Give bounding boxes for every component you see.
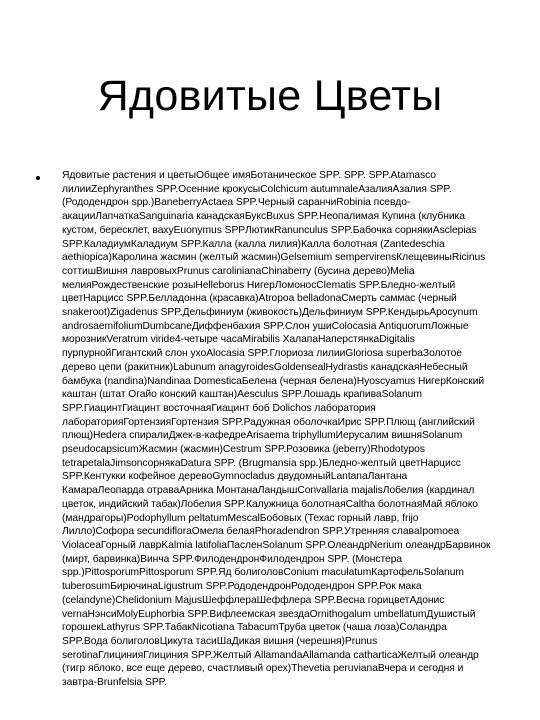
- slide-body-text: Ядовитые растения и цветыОбщее имяБотаническое SPP. SPP. SPP.Atamasco лилииZephyranthes SPP.Осенние крокусыColchicum autumnaleАзалияАзалия SPP. (Рододендрон spp.)BaneberryActaea SPP.Черный саранчиRobinia псевдо-акацииЛапчаткаSanguinaria канадскаяБуксBuxus SPP.Неопалимая Купина (клубника кустом, бересклет, вахуEuonymus SPPЛютикRanunculus SPP.Бабочка сорнякиAsclepias SPP.КаладиумКаладиум SPP.Калла (калла лилия)Калла болотная (Zantedeschia aethiopica)Каролина жасмин (желтый жасмин)Gelsemium sempervirensКлещевиныRicinus соттишВишня лавровыхPrunus carolinianaChinaberry (бусина дерево)Melia мелияРождественские розыHelleborus НигерЛомоносClematis SPP.Бледно-желтый цветНарцисс SPP.Белладонна (красавка)Atropoa belladonaСмерть саммас (черный snakeroot)Zigadenus SPP.Дельфиниум (живокость)Дельфиниум SPP.КендырьApocynum androsaemifoliumDumbcaneДиффенбахия SPP.Слон ушиColocasia AntiquorumЛожные морозникVeratrum viride4-четыре часаMirabilis ХалапаНаперстянкаDigitalis пурпурнойГигантский слон ухоAlocasia SPP.Глориоза лилииGloriosa superbaЗолотое дерево цепи (ракитник)Labunum anagyroidesGoldensealHydrastis канадскаяНебесный бамбука (nandina)Nandinaa DomesticaБелена (черная белена)Hyoscyamus НигерКонский каштан (штат Огайо конский каштан)Aesculus SPP.Лошадь крапиваSolanum SPP.ГиацинтГиацинт восточнаяГиацинт боб Dolichos лаборатория лабораторияГортензияГортензия SPP.Радужная оболочкаИрис SPP.Плющ (английский плющ)Hedera спиралиДжек-в-кафедреArisaema triphyllumИерусалим вишняSolanum pseudocapsicumЖасмин (жасмин)Cestrum SPP.Розовика (jeberry)Rhodotypos tetrapetalaJimsonсорнякаDatura SPP. (Brugmansia spp.)Бледно-желтый цветНарцисс SPP.Кентукки кофейное деревоGymnocladus двудомныйLantanaЛантана КамараЛеопардa отраваАрника МонтанаЛандышConvallaria majalisЛобелия (кардинал цветок, индийский табак)Лобелия SPP.Калужница болотнаяCaltha болотнаяМай яблоко (мандрагоры)Podophyllum peltatumMescalБобовых (Техас горный лавр, frijo Лилло)Софора secundifloraОмела белаяPhoradendron SPP.Утренняя славаIpomoea ViolaceaГорный лаврKalmia latifoliaПасленSolanum SPP.ОлеандрNerium олеандрБарвинок (мирт, барвинка)Винча SPP.ФилодендронФилодендрон SPP. (Монстера spp.)PittosporumPittosporum SPP.Яд болиголовConium maculatumКартофельSolanum tuberosumБирючинаLigustrum SPP.РододендронРододендрон SPP.Рок мака (celandyne)Chelidonium MajusШеффлераШеффлера SPP.Весна горицветАдонис vernaНэнсиMolyEuphorbia SPP.Вифлеемская звездаOrnithogalum umbellatumДушистый горошекLathyrus SPP.ТабакNicotiana TabacumТруба цветок (чаша лоза)Соландра SPP.Вода болиголовЦикута тасиШаДикая вишня (черешня)Prunus serotinaГлицинияГлициния SPP.Желтый AllamandaAllamanda catharticaЖелтый олеандр (тигр яблоко, все еще дерево, счастливый орех)Thevetia peruvianaВчера и сегодня и завтра-Brunfelsia SPP.: [62, 170, 491, 689]
- slide-title: Ядовитые Цветы: [97, 72, 443, 120]
- bullet-icon: [36, 176, 40, 180]
